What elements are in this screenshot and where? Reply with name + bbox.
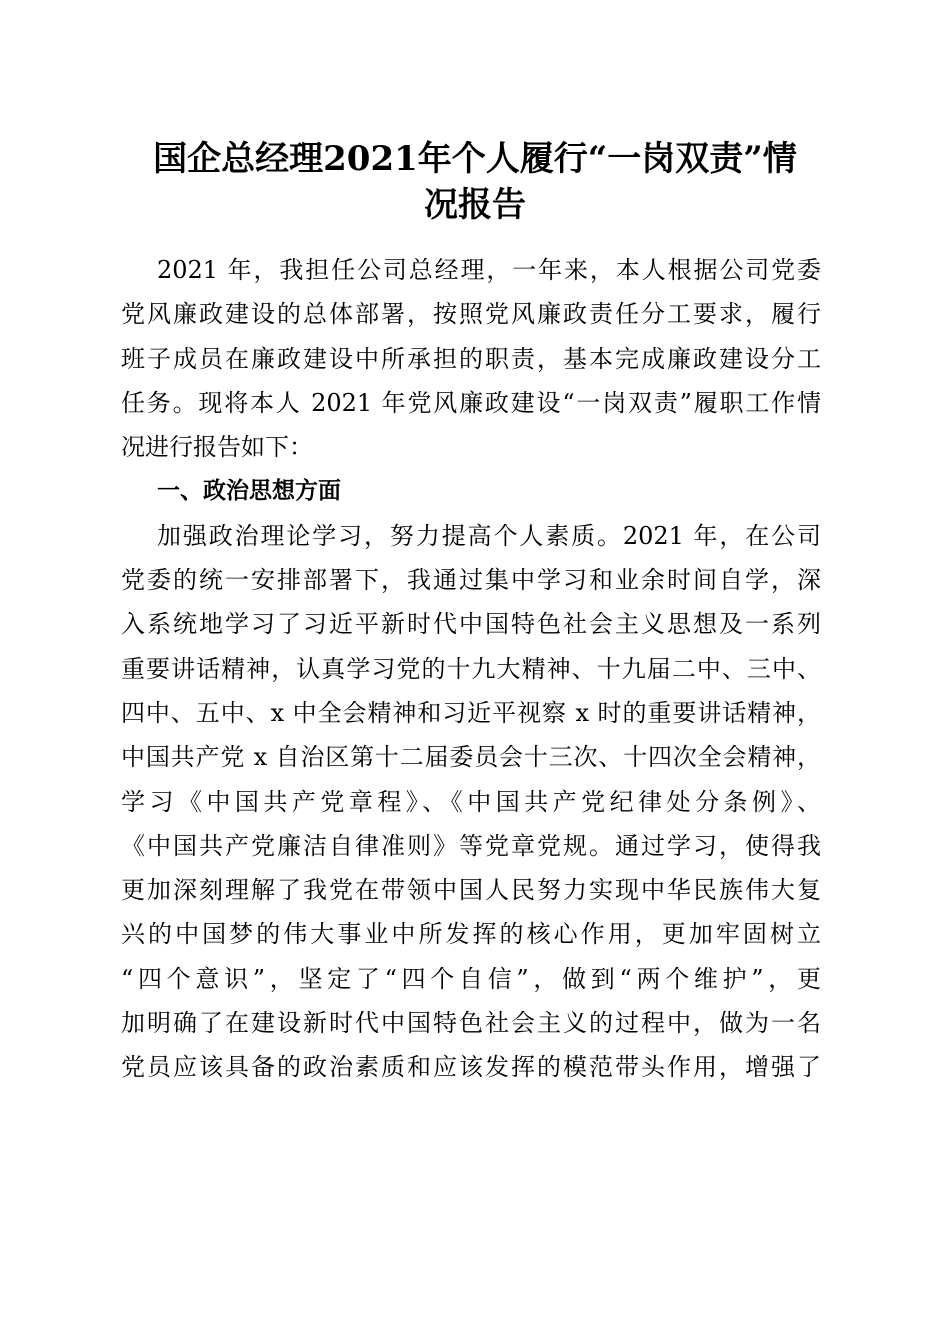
paragraph-line: 加明确了在建设新时代中国特色社会主义的过程中，做为一名	[121, 1009, 821, 1038]
paragraph-line: 四中、五中、x 中全会精神和习近平视察 x 时的重要讲话精神，	[121, 698, 821, 727]
paragraph-line: 入系统地学习了习近平新时代中国特色社会主义思想及一系列	[121, 610, 821, 639]
title-line-2: 况报告	[424, 185, 526, 225]
section-paragraph	[121, 514, 821, 1090]
paragraph-line: 兴的中国梦的伟大事业中所发挥的核心作用，更加牢固树立	[121, 920, 821, 949]
paragraph-line: 中国共产党 x 自治区第十二届委员会十三次、十四次全会精神，	[121, 743, 821, 772]
title-line-1: 国企总经理2021年个人履行“一岗双责”情	[153, 139, 797, 179]
paragraph-line: 加强政治理论学习，努力提高个人素质。2021 年，在公司	[157, 521, 821, 550]
paragraph-line: 班子成员在廉政建设中所承担的职责，基本完成廉政建设分工	[121, 344, 821, 373]
paragraph-line: “四个意识”，坚定了“四个自信”，做到“两个维护”，更	[121, 964, 821, 993]
intro-paragraph	[121, 248, 821, 469]
document-title	[100, 136, 850, 228]
paragraph-line: 党委的统一安排部署下，我通过集中学习和业余时间自学，深	[121, 566, 821, 595]
document-body	[121, 248, 821, 1090]
paragraph-line: 重要讲话精神，认真学习党的十九大精神、十九届二中、三中、	[121, 654, 821, 683]
paragraph-line: 党员应该具备的政治素质和应该发挥的模范带头作用，增强了	[121, 1053, 821, 1082]
paragraph-line: 2021 年，我担任公司总经理，一年来，本人根据公司党委	[157, 256, 821, 284]
paragraph-line: 《中国共产党廉洁自律准则》等党章党规。通过学习，使得我	[121, 831, 821, 860]
paragraph-line: 况进行报告如下：	[121, 433, 313, 462]
paragraph-line: 党风廉政建设的总体部署，按照党风廉政责任分工要求，履行	[121, 300, 821, 329]
section-heading: 一、政治思想方面	[157, 478, 341, 505]
paragraph-line: 任务。现将本人 2021 年党风廉政建设“一岗双责”履职工作情	[121, 388, 821, 417]
paragraph-line: 学习《中国共产党章程》、《中国共产党纪律处分条例》、	[121, 787, 821, 816]
paragraph-line: 更加深刻理解了我党在带领中国人民努力实现中华民族伟大复	[121, 876, 821, 905]
